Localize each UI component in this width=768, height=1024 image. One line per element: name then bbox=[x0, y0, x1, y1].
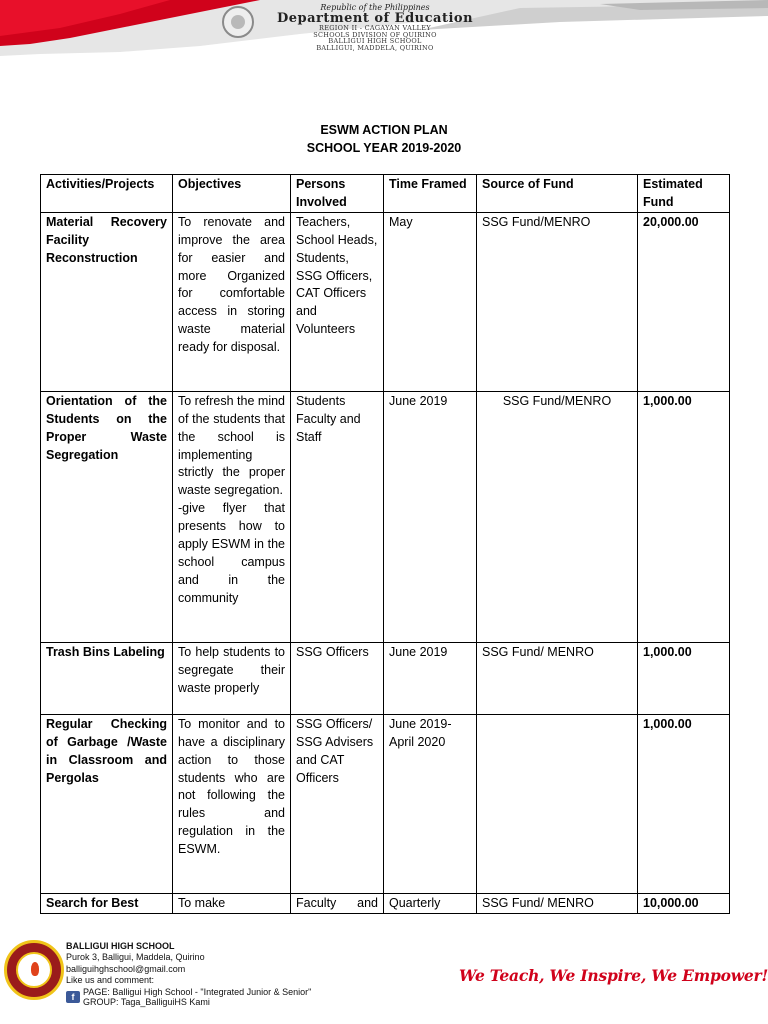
footer-social bbox=[66, 987, 311, 1007]
time-cell: June 2019 bbox=[384, 642, 477, 714]
footer-like: Like us and comment: bbox=[66, 975, 155, 986]
activity-cell: Orientation of the Students on the Proper Waste Segregation bbox=[41, 391, 173, 642]
footer-school-name: BALLIGUI HIGH SCHOOL bbox=[66, 941, 175, 951]
objective-cell bbox=[173, 391, 291, 642]
time-cell: June 2019- April 2020 bbox=[384, 714, 477, 893]
persons-cell: SSG Officers/ SSG Advisers and CAT Officers bbox=[291, 714, 384, 893]
persons-cell: SSG Officers bbox=[291, 642, 384, 714]
footer-address: Purok 3, Balligui, Maddela, Quirino bbox=[66, 952, 205, 963]
objective-note: -give flyer that presents how to apply ESWM in the school campus and in the community bbox=[178, 501, 285, 605]
objective-cell: To help students to segregate their waste properly bbox=[173, 642, 291, 714]
division-text: SCHOOLS DIVISION OF QUIRINO bbox=[313, 30, 437, 39]
header-time: Time Framed bbox=[384, 175, 477, 213]
persons-cell: Faculty and bbox=[291, 893, 384, 913]
objective-cell: To renovate and improve the area for easier and more Organized for comfortable access in storing waste material ready for disposal. bbox=[173, 212, 291, 391]
address-text: BALLIGUI, MADDELA, QUIRINO bbox=[316, 43, 434, 52]
source-cell: SSG Fund/ MENRO bbox=[477, 642, 638, 714]
footer-group-link[interactable]: GROUP: Taga_BalliguiHS Kami bbox=[83, 996, 210, 1007]
persons-cell: Students Faculty and Staff bbox=[291, 391, 384, 642]
facebook-icon: f bbox=[66, 991, 80, 1003]
footer-page-link[interactable]: PAGE: Balligui High School - "Integrated Junior & Senior" bbox=[83, 986, 312, 997]
time-cell: Quarterly bbox=[384, 893, 477, 913]
table-row bbox=[41, 714, 730, 893]
objective-text: To refresh the mind of the students that the school is implementing strictly the proper waste segregation. bbox=[178, 393, 285, 498]
fund-cell: 20,000.00 bbox=[638, 212, 730, 391]
deped-header bbox=[255, 4, 495, 51]
school-logo bbox=[4, 940, 64, 1000]
fund-cell: 1,000.00 bbox=[638, 642, 730, 714]
header-fund: Estimated Fund bbox=[638, 175, 730, 213]
activity-cell: Regular Checking of Garbage /Waste in Classroom and Pergolas bbox=[41, 714, 173, 893]
header-persons: Persons Involved bbox=[291, 175, 384, 213]
school-text: BALLIGUI HIGH SCHOOL bbox=[328, 37, 422, 45]
department-text: Department of Education bbox=[276, 11, 474, 26]
header-activities: Activities/Projects bbox=[41, 175, 173, 213]
fund-cell: 1,000.00 bbox=[638, 391, 730, 642]
source-cell: SSG Fund/MENRO bbox=[477, 391, 638, 642]
persons-cell: Teachers, School Heads, Students, SSG Officers, CAT Officers and Volunteers bbox=[291, 212, 384, 391]
objective-cell: To monitor and to have a disciplinary action to those students who are not following the rules and regulation in the ESWM. bbox=[173, 714, 291, 893]
source-cell bbox=[477, 714, 638, 893]
region-text: REGION II - CAGAYAN VALLEY bbox=[319, 24, 431, 32]
header-source: Source of Fund bbox=[477, 175, 638, 213]
document-title: ESWM ACTION PLAN bbox=[320, 123, 448, 137]
time-cell: June 2019 bbox=[384, 391, 477, 642]
time-cell: May bbox=[384, 212, 477, 391]
header-objectives: Objectives bbox=[173, 175, 291, 213]
header-banner bbox=[0, 0, 768, 60]
table-header-row bbox=[41, 175, 730, 213]
document-subtitle: SCHOOL YEAR 2019-2020 bbox=[306, 141, 462, 155]
deped-seal bbox=[222, 6, 254, 38]
source-cell: SSG Fund/MENRO bbox=[477, 212, 638, 391]
objective-cell: To make bbox=[173, 893, 291, 913]
fund-cell: 10,000.00 bbox=[638, 893, 730, 913]
activity-cell: Search for Best bbox=[41, 893, 173, 913]
activity-cell: Trash Bins Labeling bbox=[41, 642, 173, 714]
source-cell: SSG Fund/ MENRO bbox=[477, 893, 638, 913]
table-row bbox=[41, 212, 730, 391]
footer-email[interactable]: balliguihghschool@gmail.com bbox=[66, 963, 186, 974]
footer-contact bbox=[66, 941, 311, 1007]
table-row bbox=[41, 893, 730, 913]
torch-icon bbox=[31, 962, 39, 976]
table-row bbox=[41, 642, 730, 714]
school-motto: We Teach, We Inspire, We Empower! bbox=[459, 966, 768, 985]
table-row bbox=[41, 391, 730, 642]
action-plan-table bbox=[40, 174, 730, 914]
fund-cell: 1,000.00 bbox=[638, 714, 730, 893]
activity-cell: Material Recovery Facility Reconstruction bbox=[41, 212, 173, 391]
school-logo-inner bbox=[16, 952, 52, 988]
republic-text: Republic of the Philippines bbox=[320, 3, 430, 12]
